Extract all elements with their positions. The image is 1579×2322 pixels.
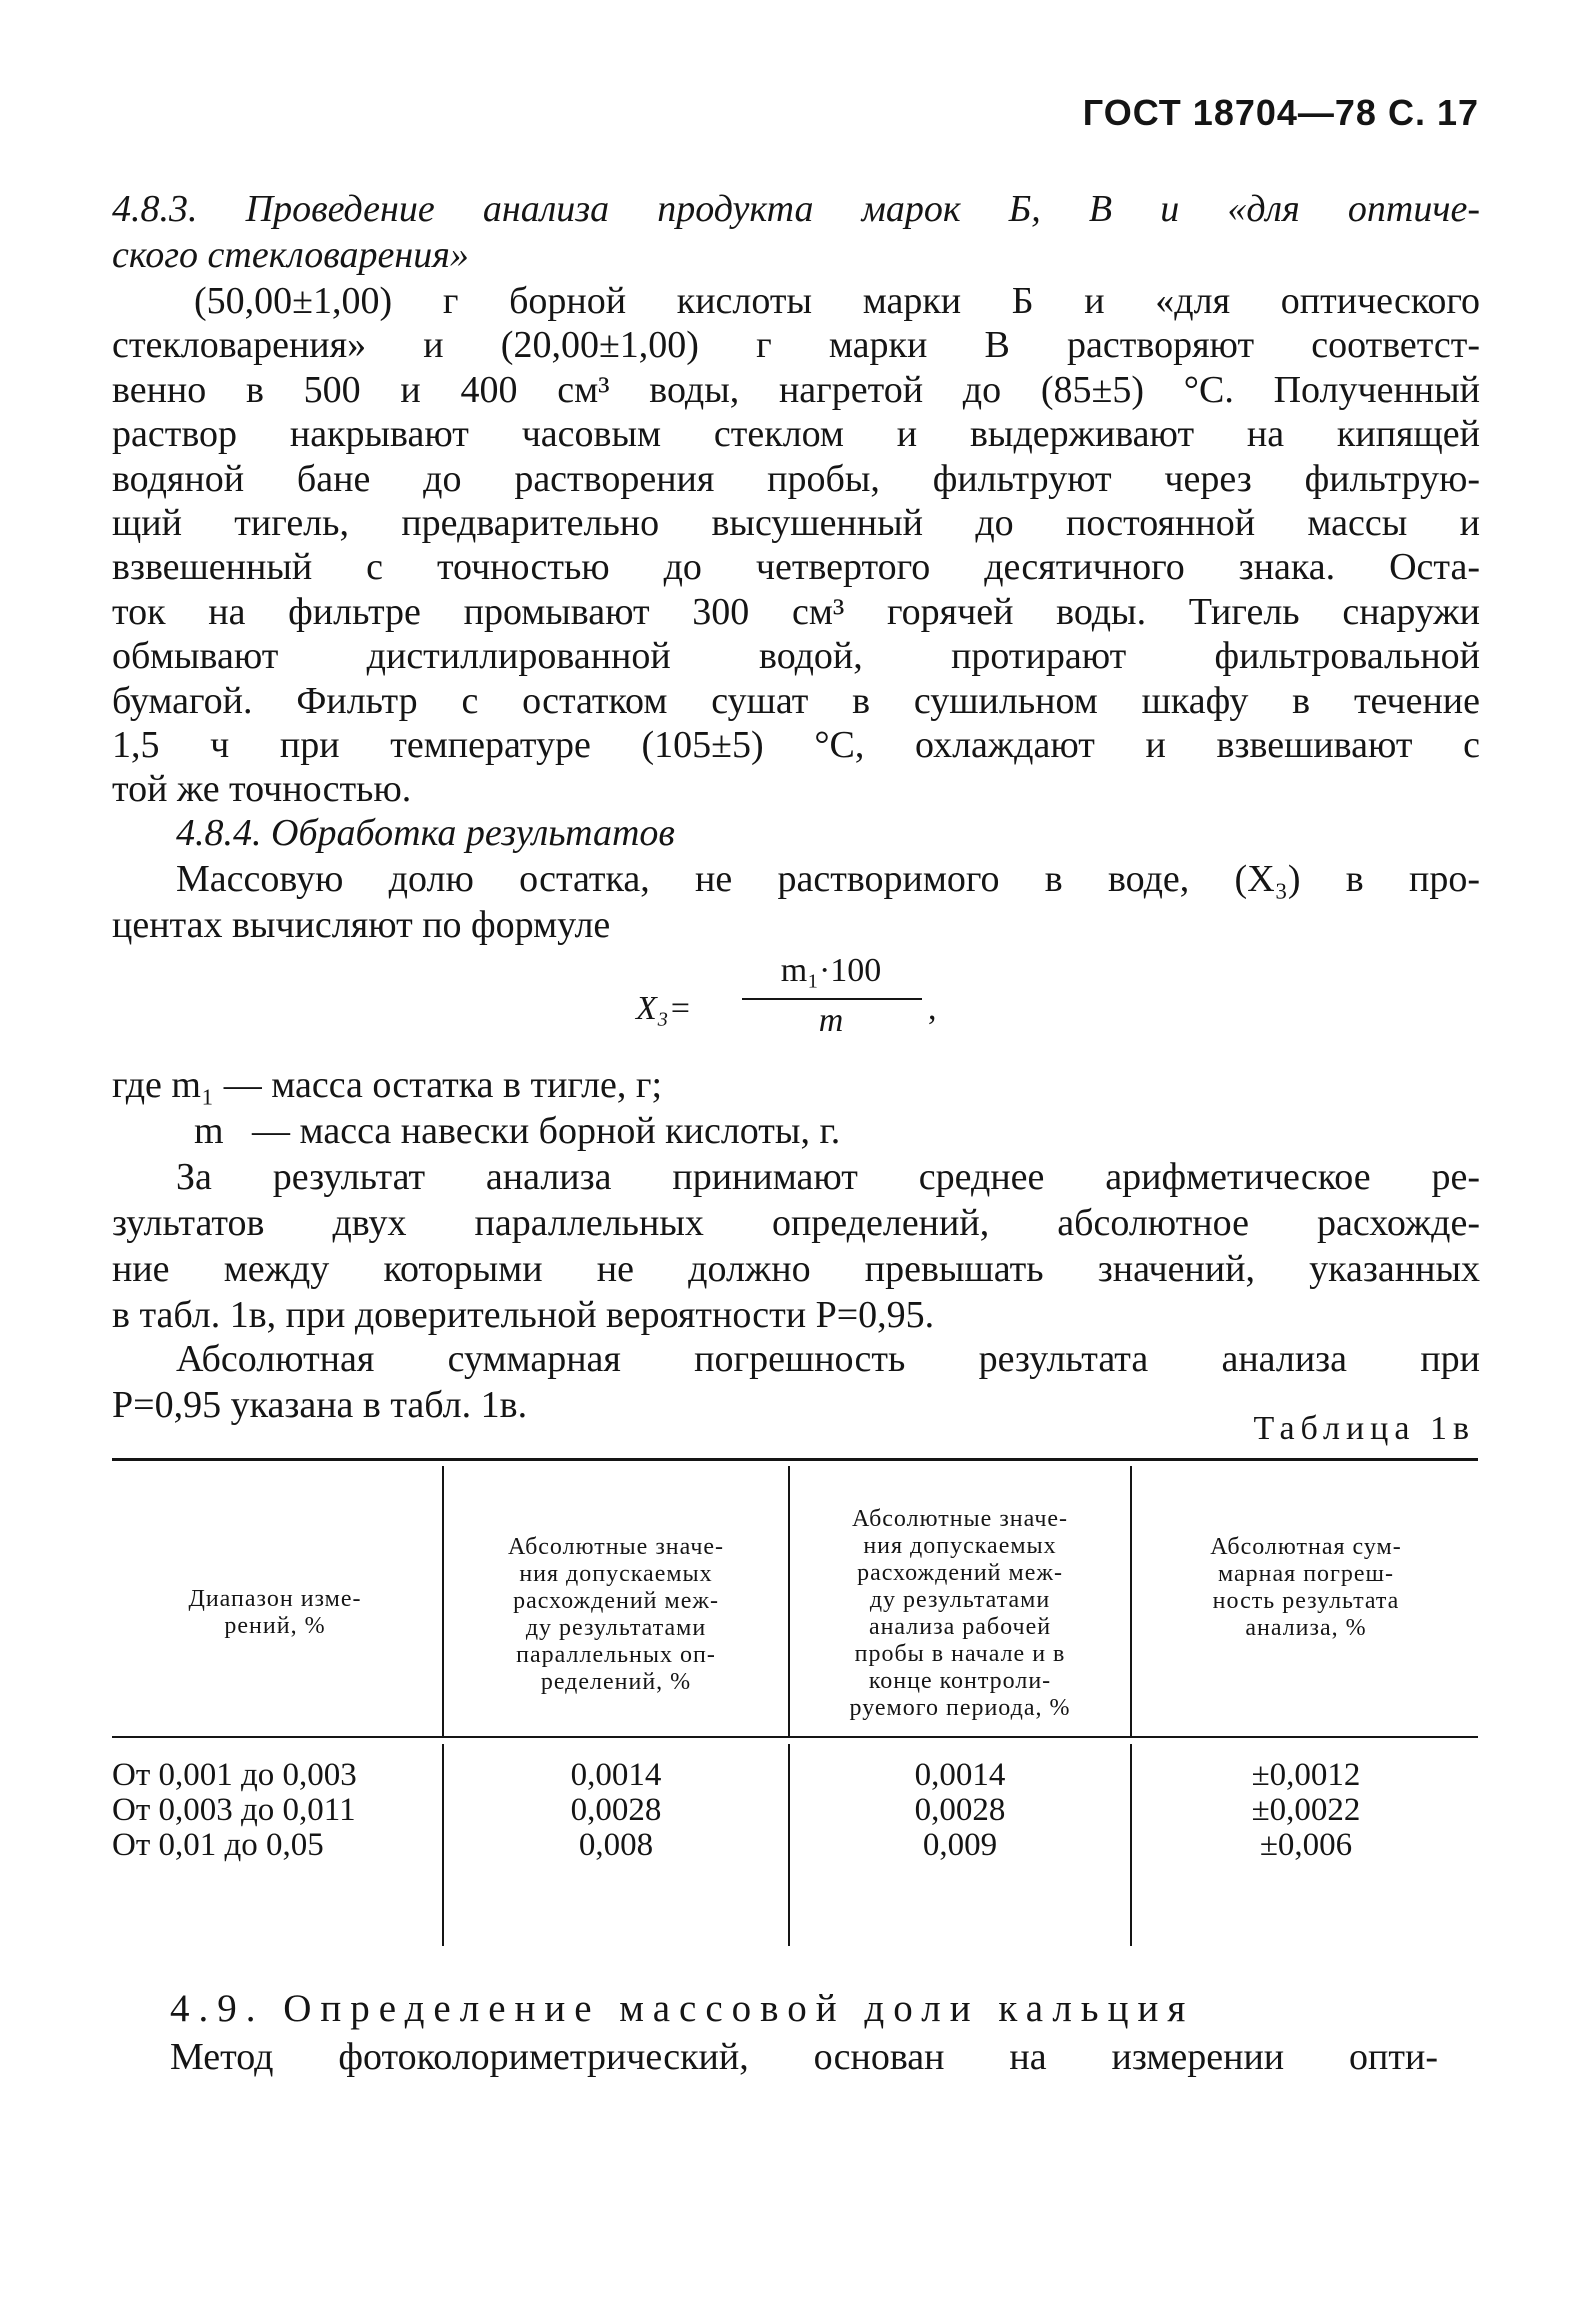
body-line: водяной бане до растворения пробы, фильтруют через фильтрую-	[112, 457, 1480, 500]
table-col-divider	[1130, 1466, 1132, 1736]
table-col-divider	[788, 1744, 790, 1946]
body-line: обмывают дистиллированной водой, протирают фильтровальной	[112, 635, 1480, 678]
table-header-cell: Абсолютные значе- ния допускаемых расхождений меж- ду результатами параллельных оп- ределений, %	[507, 1534, 725, 1695]
table-cell: От 0,001 до 0,003	[112, 1757, 357, 1793]
table-cell: ±0,0022	[1251, 1792, 1361, 1828]
result-line: ние между которыми не должно превышать значений, указанных	[112, 1248, 1480, 1290]
table-header-cell: Абсолютные значе- ния допускаемых расхождений меж- ду результатами анализа рабочей пробы в начале и в конце контроли- руемого периода, %	[849, 1506, 1071, 1721]
section-484-title: 4.8.4. Обработка результатов	[176, 812, 675, 854]
where-line-m: m — масса навески борной кислоты, г.	[194, 1110, 841, 1152]
section-483-body-last: той же точностью.	[112, 768, 412, 810]
table-cell: 0,0028	[914, 1792, 1006, 1828]
section-484-intro: Массовую долю остатка, не растворимого в воде, (X₃) в про-	[176, 858, 1480, 900]
where-line-m1: где m₁ — масса остатка в тигле, г;	[112, 1064, 663, 1106]
table-header-cell: Диапазон изме- рений, %	[188, 1586, 362, 1639]
table-col-divider	[788, 1466, 790, 1736]
table-col-divider	[442, 1744, 444, 1946]
section-483-title-cont: ского стекловарения»	[112, 234, 469, 276]
section-483-title: 4.8.3. Проведение анализа продукта марок Б, В и «для оптиче-	[112, 188, 1480, 230]
formula-comma: ,	[928, 990, 937, 1027]
body-line: стекловарения» и (20,00±1,00) г марки В растворяют соответст-	[112, 324, 1480, 367]
table-top-rule	[112, 1458, 1478, 1461]
body-line: щий тигель, предварительно высушенный до постоянной массы и	[112, 502, 1480, 544]
table-caption: Таблица 1в	[1253, 1410, 1475, 1447]
table-cell: От 0,01 до 0,05	[112, 1827, 324, 1863]
table-cell: От 0,003 до 0,011	[112, 1792, 356, 1828]
section-484-intro-cont: центах вычисляют по формуле	[112, 904, 611, 946]
section-49-title: 4.9. Определение массовой доли кальция	[170, 1987, 1195, 2030]
section-49-text: Метод фотоколориметрический, основан на измерении опти-	[170, 2036, 1438, 2078]
body-line: взвешенный с точностью до четвертого десятичного знака. Оста-	[112, 546, 1480, 589]
formula-denominator: m	[818, 1002, 844, 1039]
table-cell: 0,0014	[570, 1757, 662, 1793]
result-paragraph-last: в табл. 1в, при доверительной вероятности P=0,95.	[112, 1294, 935, 1336]
error-paragraph-cont: P=0,95 указана в табл. 1в.	[112, 1384, 528, 1426]
table-cell: 0,009	[922, 1827, 998, 1863]
formula-lhs: X₃=	[636, 990, 692, 1027]
table-col-divider	[1130, 1744, 1132, 1946]
body-line: ток на фильтре промывают 300 см³ горячей воды. Тигель снаружи	[112, 590, 1480, 633]
formula-x3	[636, 952, 956, 1072]
body-line: 1,5 ч при температуре (105±5) °С, охлаждают и взвешивают с	[112, 724, 1480, 766]
table-cell: ±0,006	[1259, 1827, 1353, 1863]
body-line: венно в 500 и 400 см³ воды, нагретой до (85±5) °С. Полученный	[112, 368, 1480, 411]
table-cell: 0,0014	[914, 1757, 1006, 1793]
page-header: ГОСТ 18704—78 С. 17	[1082, 92, 1479, 133]
formula-fraction-bar	[742, 998, 922, 1000]
result-line: зультатов двух параллельных определений, абсолютное расхожде-	[112, 1202, 1480, 1244]
error-paragraph: Абсолютная суммарная погрешность результата анализа при	[176, 1338, 1480, 1380]
result-line: За результат анализа принимают среднее арифметическое ре-	[176, 1156, 1480, 1198]
table-cell: 0,0028	[570, 1792, 662, 1828]
table-header-cell: Абсолютная сум- марная погреш- ность результата анализа, %	[1210, 1534, 1402, 1641]
table-cell: ±0,0012	[1251, 1757, 1361, 1793]
table-cell: 0,008	[578, 1827, 654, 1863]
formula-numerator: m₁·100	[780, 952, 882, 989]
table-col-divider	[442, 1466, 444, 1736]
body-line: бумагой. Фильтр с остатком сушат в сушильном шкафу в течение	[112, 679, 1480, 722]
table-header-rule	[112, 1736, 1478, 1738]
body-line: (50,00±1,00) г борной кислоты марки Б и «для оптического	[194, 280, 1480, 322]
body-line: раствор накрывают часовым стеклом и выдерживают на кипящей	[112, 413, 1480, 456]
